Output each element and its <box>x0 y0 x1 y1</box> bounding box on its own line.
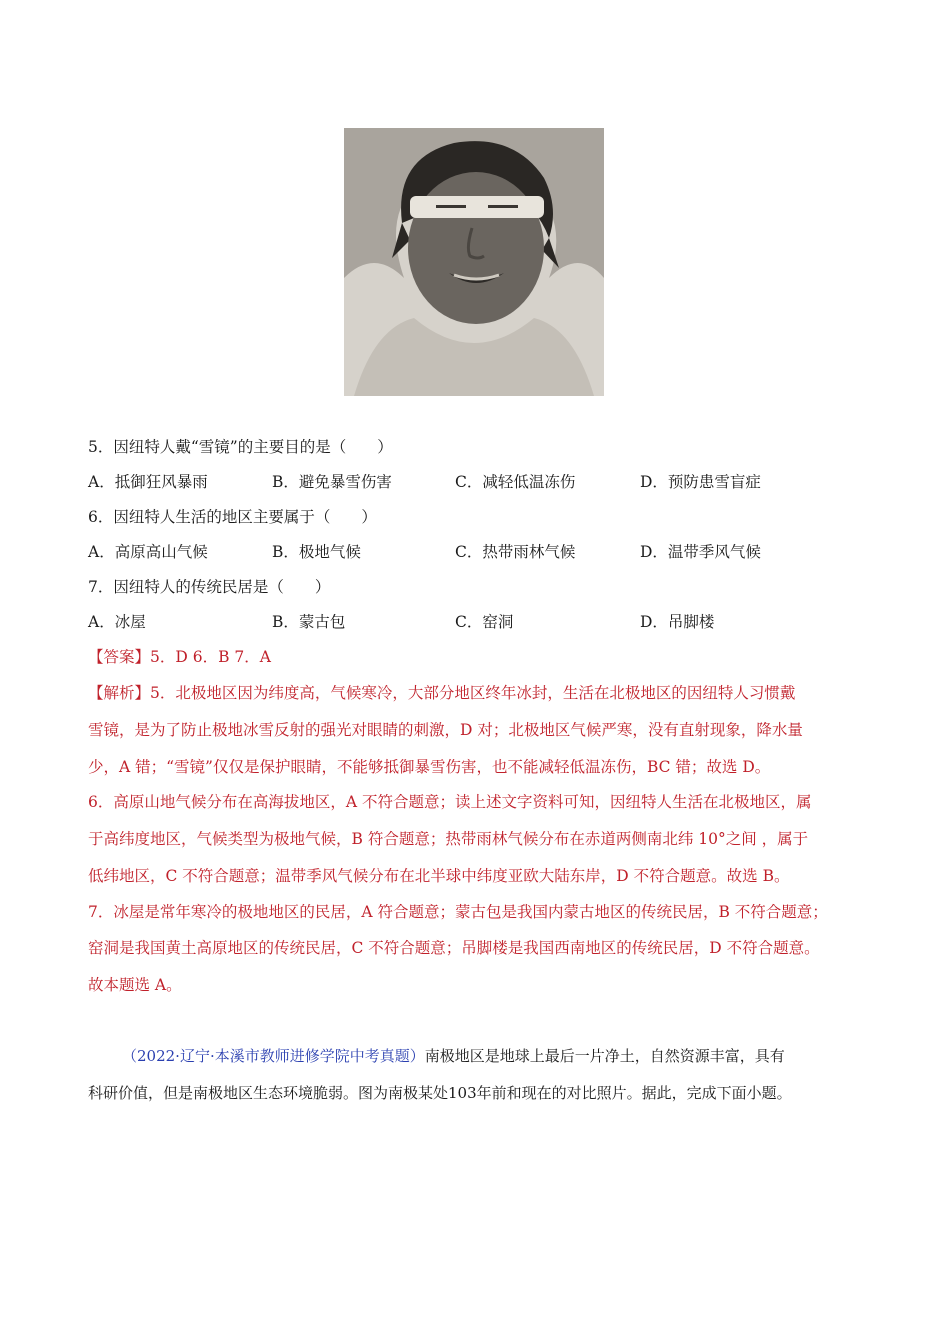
question-5-option-b: B．避免暴雪伤害 <box>272 473 392 491</box>
answer-line: 【答案】5．D 6．B 7．A <box>88 648 271 666</box>
intro-text-line-1: 南极地区是地球上最后一片净土，自然资源丰富，具有 <box>424 1047 785 1065</box>
analysis-line: 6．高原山地气候分布在高海拔地区，A 不符合题意；读上述文字资料可知，因纽特人生活在北极地区，属 <box>88 793 812 811</box>
analysis-line: 故本题选 A。 <box>88 976 182 994</box>
analysis-line: 雪镜，是为了防止极地冰雪反射的强光对眼睛的刺激，D 对；北极地区气候严寒，没有直射现象，降水量 <box>88 721 803 739</box>
question-7-option-d: D．吊脚楼 <box>640 613 715 631</box>
question-6-option-d: D．温带季风气候 <box>640 543 761 561</box>
analysis-line: 7．冰屋是常年寒冷的极地地区的民居，A 符合题意；蒙古包是我国内蒙古地区的传统民居，B 不符合题意； <box>88 903 828 921</box>
question-5-option-c: C．减轻低温冻伤 <box>455 473 576 491</box>
question-6-stem: 6．因纽特人生活的地区主要属于（ ） <box>88 508 377 526</box>
analysis-line: 于高纬度地区，气候类型为极地气候，B 符合题意；热带雨林气候分布在赤道两侧南北纬 10°之间 ，属于 <box>88 830 809 848</box>
analysis-line: 窑洞是我国黄土高原地区的传统民居，C 不符合题意；吊脚楼是我国西南地区的传统民居，D 不符合题意。 <box>88 939 820 957</box>
question-7-option-b: B．蒙古包 <box>272 613 346 631</box>
analysis-line: 【解析】5．北极地区因为纬度高，气候寒冷，大部分地区终年冰封，生活在北极地区的因纽特人习惯戴 <box>88 684 796 702</box>
question-7-stem: 7．因纽特人的传统民居是（ ） <box>88 578 331 596</box>
analysis-line: 少，A 错；“雪镜”仅仅是保护眼睛，不能够抵御暴雪伤害，也不能减轻低温冻伤，BC 错；故选 D。 <box>88 758 771 776</box>
question-6-option-a: A．高原高山气候 <box>88 543 208 561</box>
question-6-option-c: C．热带雨林气候 <box>455 543 576 561</box>
question-5-option-a: A．抵御狂风暴雨 <box>88 473 208 491</box>
question-7-option-c: C．窑洞 <box>455 613 514 631</box>
question-source: （2022·辽宁·本溪市教师进修学院中考真题） <box>122 1047 425 1065</box>
next-question-intro <box>122 1046 785 1066</box>
question-7-option-a: A．冰屋 <box>88 613 146 631</box>
inuit-photo-icon <box>344 128 604 396</box>
analysis-line: 低纬地区，C 不符合题意；温带季风气候分布在北半球中纬度亚欧大陆东岸，D 不符合题意。故选 B。 <box>88 867 790 885</box>
question-5-option-d: D．预防患雪盲症 <box>640 473 761 491</box>
question-5-stem: 5．因纽特人戴“雪镜”的主要目的是（ ） <box>88 438 393 456</box>
question-6-option-b: B．极地气候 <box>272 543 361 561</box>
intro-text-line-2: 科研价值，但是南极地区生态环境脆弱。图为南极某处103年前和现在的对比照片。据此，完成下面小题。 <box>88 1084 792 1102</box>
